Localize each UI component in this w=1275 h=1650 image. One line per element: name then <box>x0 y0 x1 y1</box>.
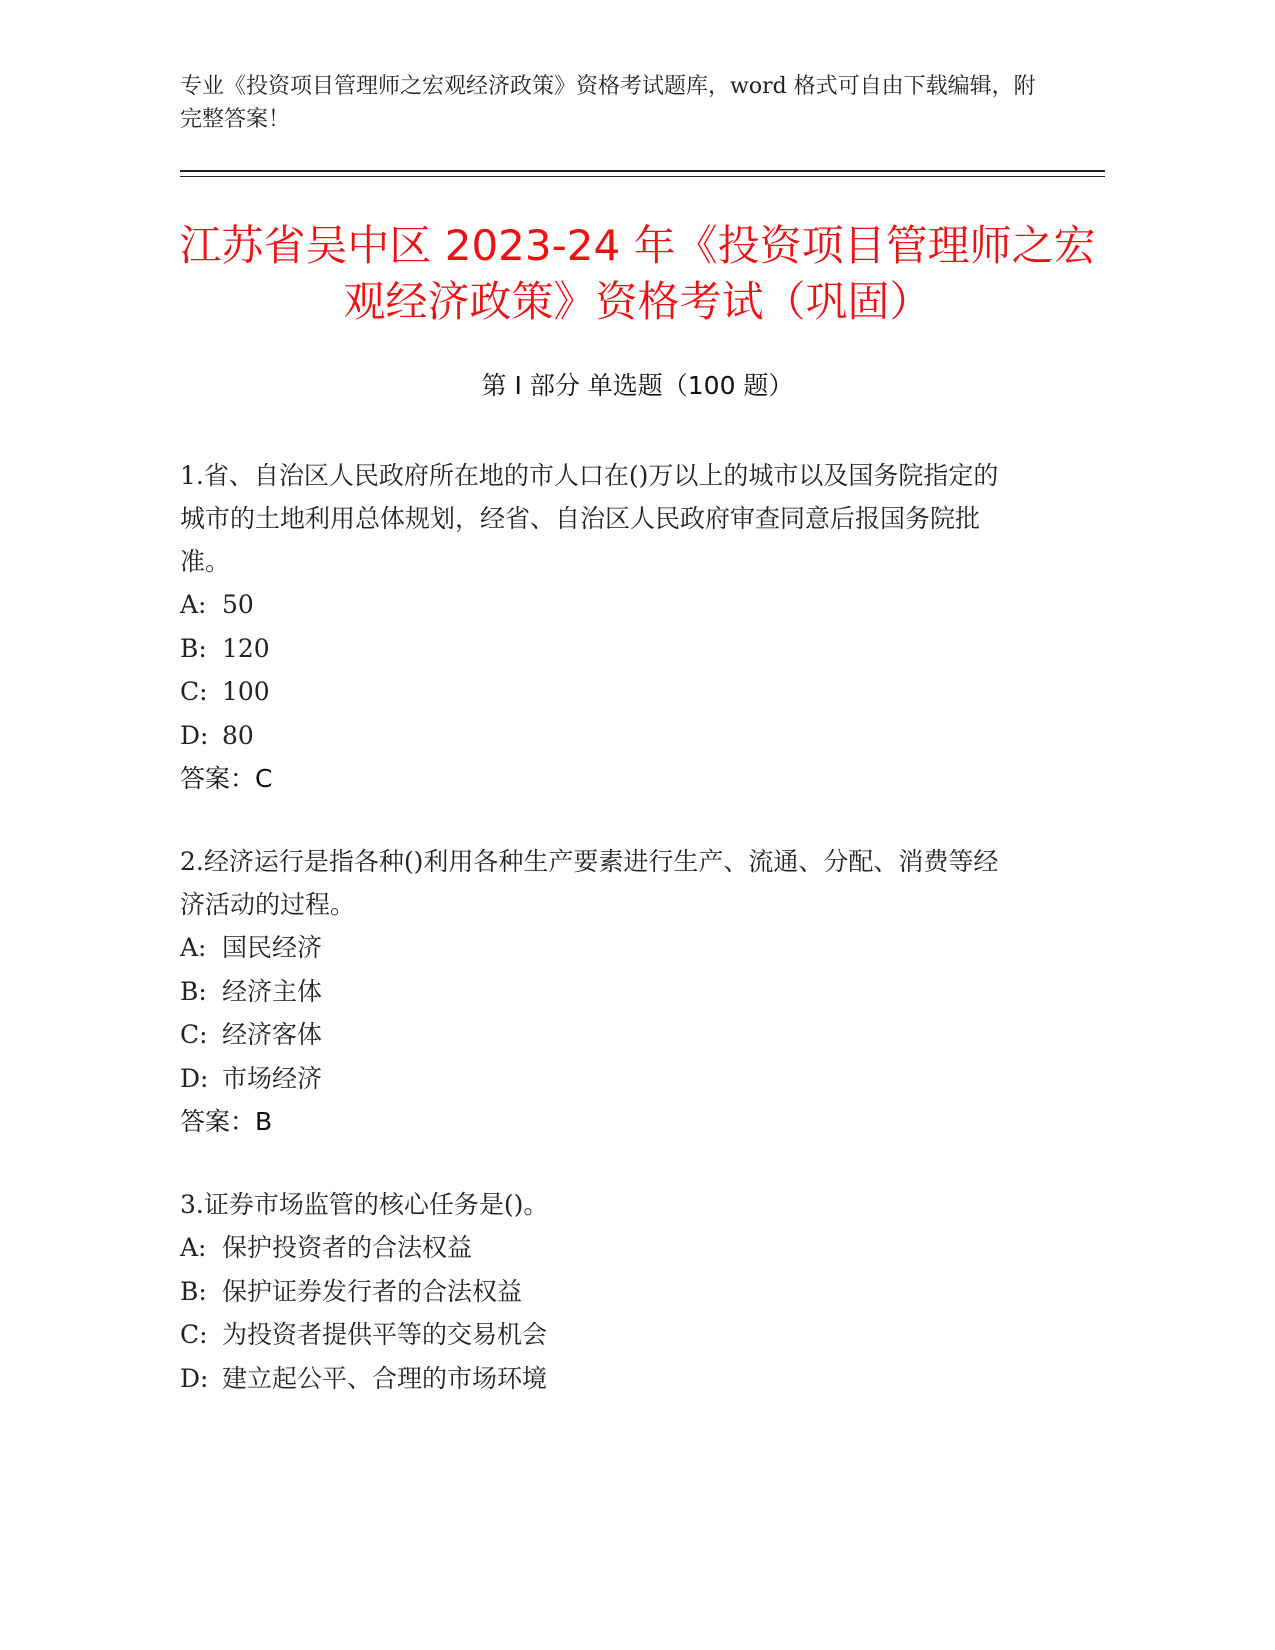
option-a <box>180 583 1020 627</box>
question-stem: 2.经济运行是指各种()利用各种生产要素进行生产、流通、分配、消费等经济活动的过程。 <box>180 847 999 919</box>
document-title: 江苏省吴中区 2023-24 年《投资项目管理师之宏观经济政策》资格考试（巩固） <box>179 221 1096 326</box>
option-text: 经济主体 <box>222 976 323 1006</box>
option-text: 为投资者提供平等的交易机会 <box>222 1320 548 1349</box>
option-key: D: <box>180 720 209 750</box>
option-b <box>180 1270 1020 1314</box>
header-rule-thin <box>180 176 1105 177</box>
option-key: C: <box>180 677 208 706</box>
option-text: 80 <box>222 720 254 750</box>
option-text: 建立起公平、合理的市场环境 <box>222 1363 548 1393</box>
question-stem: 1.省、自治区人民政府所在地的市人口在()万以上的城市以及国务院指定的城市的土地利用总体规划，经省、自治区人民政府审查同意后报国务院批准。 <box>180 461 999 576</box>
option-a <box>180 1226 1020 1270</box>
option-text: 120 <box>222 633 270 663</box>
option-key: B: <box>180 1276 207 1306</box>
option-text: 保护证券发行者的合法权益 <box>222 1276 523 1306</box>
option-key: A: <box>180 590 207 619</box>
option-key: B: <box>180 976 207 1006</box>
option-key: D: <box>180 1063 209 1093</box>
question-3 <box>180 1183 1020 1400</box>
option-text: 经济客体 <box>222 1020 323 1049</box>
option-key: B: <box>180 633 207 663</box>
option-b <box>180 970 1020 1014</box>
option-text: 国民经济 <box>222 933 323 962</box>
section-heading: 第 I 部分 单选题（100 题） <box>481 371 794 400</box>
option-c <box>180 670 1020 714</box>
option-a <box>180 926 1020 970</box>
option-key: C: <box>180 1320 208 1349</box>
question-list <box>180 454 1020 1440</box>
option-b <box>180 627 1020 671</box>
option-c <box>180 1013 1020 1057</box>
option-text: 保护投资者的合法权益 <box>222 1233 473 1262</box>
question-stem: 3.证券市场监管的核心任务是()。 <box>180 1190 549 1219</box>
option-key: C: <box>180 1020 208 1049</box>
option-key: A: <box>180 933 207 962</box>
option-text: 100 <box>222 677 270 706</box>
header-rule-thick <box>180 170 1105 172</box>
option-d <box>180 1357 1020 1401</box>
option-text: 市场经济 <box>222 1063 323 1093</box>
answer-line: 答案：B <box>180 1107 273 1136</box>
header-note: 专业《投资项目管理师之宏观经济政策》资格考试题库，word 格式可自由下载编辑，附完整答案！ <box>180 74 1036 132</box>
option-key: D: <box>180 1363 209 1393</box>
answer-line: 答案：C <box>180 764 273 793</box>
question-2 <box>180 840 1020 1143</box>
question-1 <box>180 454 1020 800</box>
option-text: 50 <box>222 590 254 619</box>
option-d <box>180 714 1020 758</box>
option-c <box>180 1313 1020 1357</box>
option-key: A: <box>180 1233 207 1262</box>
option-d <box>180 1057 1020 1101</box>
